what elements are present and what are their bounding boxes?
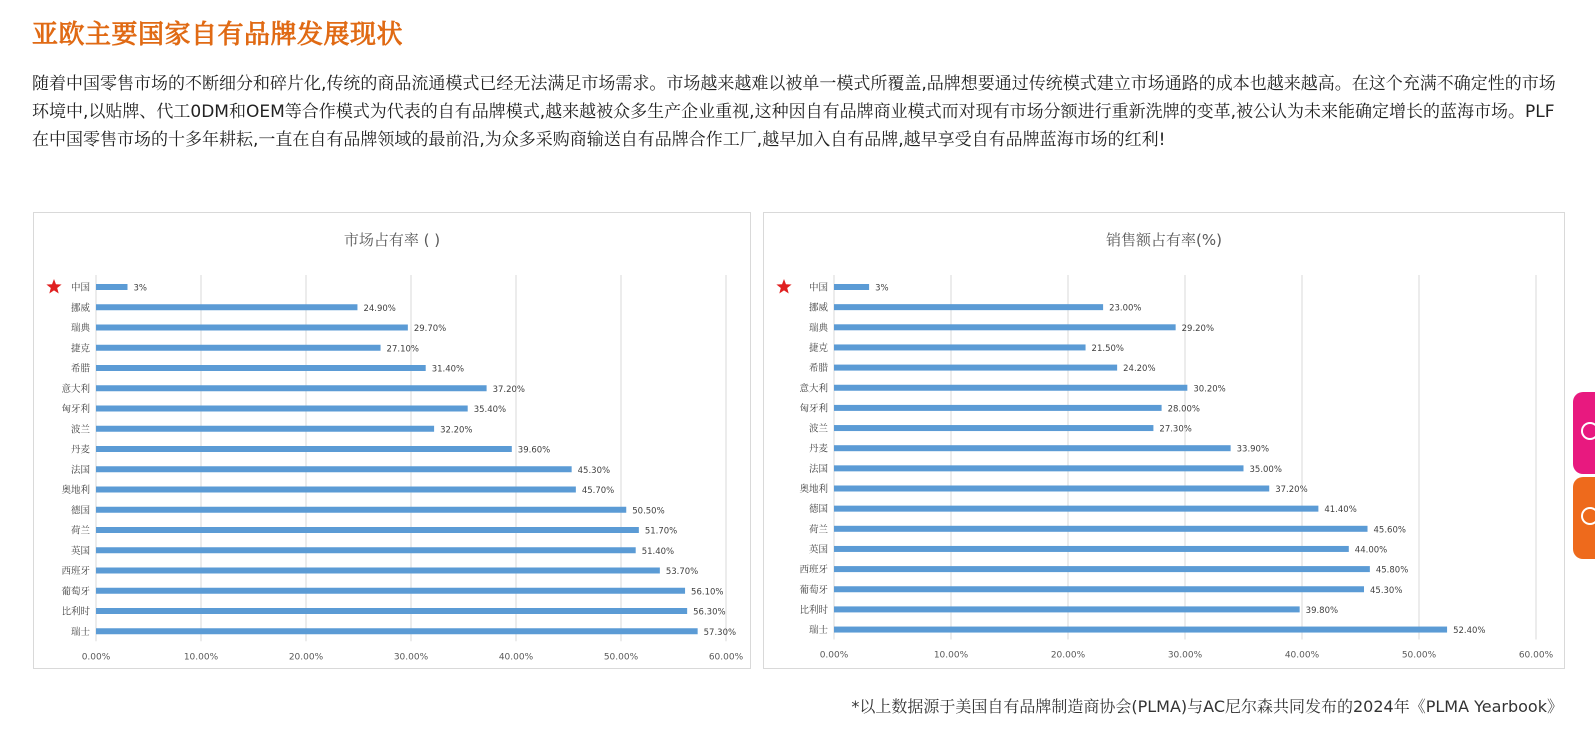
category-label: 波兰 bbox=[70, 424, 90, 436]
market-share-chart-panel bbox=[33, 212, 751, 669]
bar bbox=[96, 325, 408, 331]
data-label: 44.00% bbox=[1354, 545, 1388, 556]
data-label: 32.20% bbox=[440, 425, 473, 436]
category-label: 法国 bbox=[808, 463, 828, 475]
service-icon bbox=[1581, 507, 1595, 525]
bar bbox=[834, 546, 1349, 552]
bar bbox=[834, 304, 1103, 310]
data-label: 51.70% bbox=[644, 526, 678, 537]
category-label: 匈牙利 bbox=[61, 404, 90, 415]
bar bbox=[834, 506, 1318, 512]
bar bbox=[834, 405, 1162, 411]
category-label: 西班牙 bbox=[61, 566, 90, 577]
category-label: 捷克 bbox=[70, 343, 90, 355]
star-icon bbox=[776, 279, 791, 293]
data-label: 37.20% bbox=[1275, 485, 1308, 495]
chart-title: 市场占有率 ( ) bbox=[343, 231, 441, 249]
x-tick-label: 20.00% bbox=[1050, 650, 1086, 661]
category-label: 挪威 bbox=[70, 302, 90, 314]
category-label: 意大利 bbox=[799, 383, 828, 395]
bar bbox=[96, 487, 576, 493]
x-tick-label: 10.00% bbox=[933, 650, 969, 661]
data-label: 23.00% bbox=[1109, 303, 1142, 314]
data-label: 35.00% bbox=[1249, 464, 1282, 475]
star-icon bbox=[46, 279, 61, 293]
bar bbox=[96, 507, 626, 513]
floating-contact-tab[interactable] bbox=[1573, 392, 1595, 474]
floating-service-tab[interactable] bbox=[1573, 477, 1595, 559]
category-label: 丹麦 bbox=[808, 443, 828, 455]
sales-share-chart-panel bbox=[763, 212, 1565, 669]
data-label: 31.40% bbox=[431, 364, 465, 375]
data-label: 45.30% bbox=[1370, 585, 1403, 596]
x-tick-label: 0.00% bbox=[819, 650, 849, 661]
category-label: 瑞典 bbox=[808, 322, 828, 334]
category-label: 德国 bbox=[70, 505, 90, 517]
data-label: 29.70% bbox=[413, 324, 447, 334]
x-tick-label: 0.00% bbox=[81, 652, 111, 663]
bar bbox=[834, 385, 1187, 391]
category-label: 挪威 bbox=[808, 302, 828, 314]
category-label: 法国 bbox=[70, 464, 90, 476]
bar bbox=[834, 284, 869, 290]
bar bbox=[834, 486, 1269, 492]
category-label: 比利时 bbox=[799, 604, 828, 616]
bar bbox=[834, 526, 1368, 532]
data-label: 45.30% bbox=[577, 465, 611, 476]
category-label: 丹麦 bbox=[70, 444, 90, 456]
bar bbox=[96, 547, 636, 553]
category-label: 奥地利 bbox=[799, 484, 828, 495]
bar bbox=[96, 304, 357, 310]
data-label: 33.90% bbox=[1236, 444, 1270, 455]
data-label: 30.20% bbox=[1193, 384, 1226, 395]
category-label: 荷兰 bbox=[808, 524, 828, 536]
category-label: 中国 bbox=[70, 282, 90, 294]
category-label: 瑞士 bbox=[70, 626, 90, 638]
bar bbox=[834, 627, 1447, 633]
bar bbox=[96, 426, 434, 432]
data-label: 41.40% bbox=[1324, 505, 1357, 516]
category-label: 英国 bbox=[70, 545, 90, 557]
chart-title: 销售额占有率(%) bbox=[1106, 231, 1222, 249]
data-label: 24.90% bbox=[363, 303, 396, 314]
bar bbox=[834, 445, 1231, 451]
category-label: 匈牙利 bbox=[799, 403, 828, 415]
category-label: 葡萄牙 bbox=[61, 586, 90, 598]
data-label: 56.30% bbox=[693, 607, 726, 618]
x-tick-label: 50.00% bbox=[1401, 650, 1437, 661]
data-label: 37.20% bbox=[492, 384, 526, 395]
data-label: 45.80% bbox=[1375, 565, 1409, 576]
bar bbox=[834, 465, 1244, 471]
x-tick-label: 30.00% bbox=[393, 652, 429, 663]
category-label: 意大利 bbox=[61, 383, 90, 395]
bar bbox=[96, 608, 687, 614]
x-tick-label: 10.00% bbox=[183, 652, 219, 663]
bar bbox=[96, 527, 639, 533]
category-label: 希腊 bbox=[808, 363, 828, 375]
bar bbox=[96, 588, 685, 594]
data-label: 56.10% bbox=[691, 587, 724, 598]
bar bbox=[96, 628, 698, 634]
category-label: 英国 bbox=[808, 544, 828, 556]
bar bbox=[96, 385, 487, 391]
bar bbox=[834, 425, 1153, 431]
data-label: 27.30% bbox=[1159, 424, 1192, 435]
data-label: 51.40% bbox=[641, 546, 675, 557]
bar bbox=[834, 586, 1364, 592]
category-label: 捷克 bbox=[808, 342, 828, 354]
data-source-footnote: *以上数据源于美国自有品牌制造商协会(PLMA)与AC尼尔森共同发布的2024年《PLMA Yearbook》 bbox=[851, 697, 1563, 716]
bar bbox=[96, 365, 426, 371]
category-label: 中国 bbox=[808, 282, 828, 294]
category-label: 德国 bbox=[808, 504, 828, 516]
x-tick-label: 30.00% bbox=[1167, 650, 1203, 661]
bar bbox=[96, 466, 572, 472]
sales-share-chart bbox=[764, 213, 1564, 668]
category-label: 荷兰 bbox=[70, 525, 90, 537]
x-tick-label: 40.00% bbox=[1284, 650, 1320, 661]
category-label: 波兰 bbox=[808, 423, 828, 435]
data-label: 53.70% bbox=[665, 567, 699, 577]
bar bbox=[834, 566, 1370, 572]
category-label: 西班牙 bbox=[799, 564, 828, 576]
category-label: 葡萄牙 bbox=[799, 584, 828, 596]
data-label: 3% bbox=[875, 283, 889, 294]
bar bbox=[834, 344, 1086, 350]
data-label: 35.40% bbox=[473, 405, 507, 415]
bar bbox=[96, 284, 128, 290]
category-label: 瑞士 bbox=[808, 625, 828, 637]
data-label: 39.60% bbox=[517, 445, 551, 456]
bar bbox=[834, 606, 1300, 612]
x-tick-label: 60.00% bbox=[708, 652, 744, 663]
x-tick-label: 40.00% bbox=[498, 652, 534, 663]
bar bbox=[96, 406, 468, 412]
page-title: 亚欧主要国家自有品牌发展现状 bbox=[32, 20, 404, 50]
bar bbox=[96, 345, 381, 351]
data-label: 28.00% bbox=[1167, 404, 1201, 415]
data-label: 29.20% bbox=[1181, 323, 1215, 334]
x-tick-label: 20.00% bbox=[288, 652, 324, 663]
category-label: 瑞典 bbox=[70, 323, 90, 334]
data-label: 39.80% bbox=[1305, 605, 1339, 616]
data-label: 50.50% bbox=[632, 506, 665, 517]
contact-icon bbox=[1581, 422, 1595, 440]
data-label: 3% bbox=[133, 283, 147, 294]
data-label: 52.40% bbox=[1453, 626, 1486, 637]
bar bbox=[96, 568, 660, 574]
bar bbox=[834, 324, 1176, 330]
data-label: 57.30% bbox=[703, 627, 737, 638]
category-label: 奥地利 bbox=[61, 485, 90, 496]
data-label: 21.50% bbox=[1091, 343, 1124, 354]
category-label: 希腊 bbox=[70, 363, 90, 375]
x-tick-label: 60.00% bbox=[1518, 650, 1554, 661]
data-label: 24.20% bbox=[1123, 364, 1156, 375]
data-label: 45.60% bbox=[1373, 525, 1406, 536]
data-label: 45.70% bbox=[581, 486, 615, 496]
bar bbox=[834, 365, 1117, 371]
market-share-chart bbox=[34, 213, 750, 668]
bar bbox=[96, 446, 512, 452]
intro-paragraph: 随着中国零售市场的不断细分和碎片化,传统的商品流通模式已经无法满足市场需求。市场越来越难以被单一模式所覆盖,品牌想要通过传统模式建立市场通路的成本也越来越高。在这个充满不确定性的市场环境中,以贴牌、代工0DM和OEM等合作模式为代表的自有品牌模式,越来越被众多生产企业重视,这种因自有品牌商业模式而对现有市场分额进行重新洗牌的变革,被公认为未来能确定增长的蓝海市场。PLF在中国零售市场的十多年耕耘,一直在自有品牌领域的最前沿,为众多采购商输送自有品牌合作工厂,越早加入自有品牌,越早享受自有品牌蓝海市场的红利! bbox=[32, 74, 1556, 150]
data-label: 27.10% bbox=[386, 344, 419, 355]
x-tick-label: 50.00% bbox=[603, 652, 639, 663]
category-label: 比利时 bbox=[61, 606, 90, 618]
